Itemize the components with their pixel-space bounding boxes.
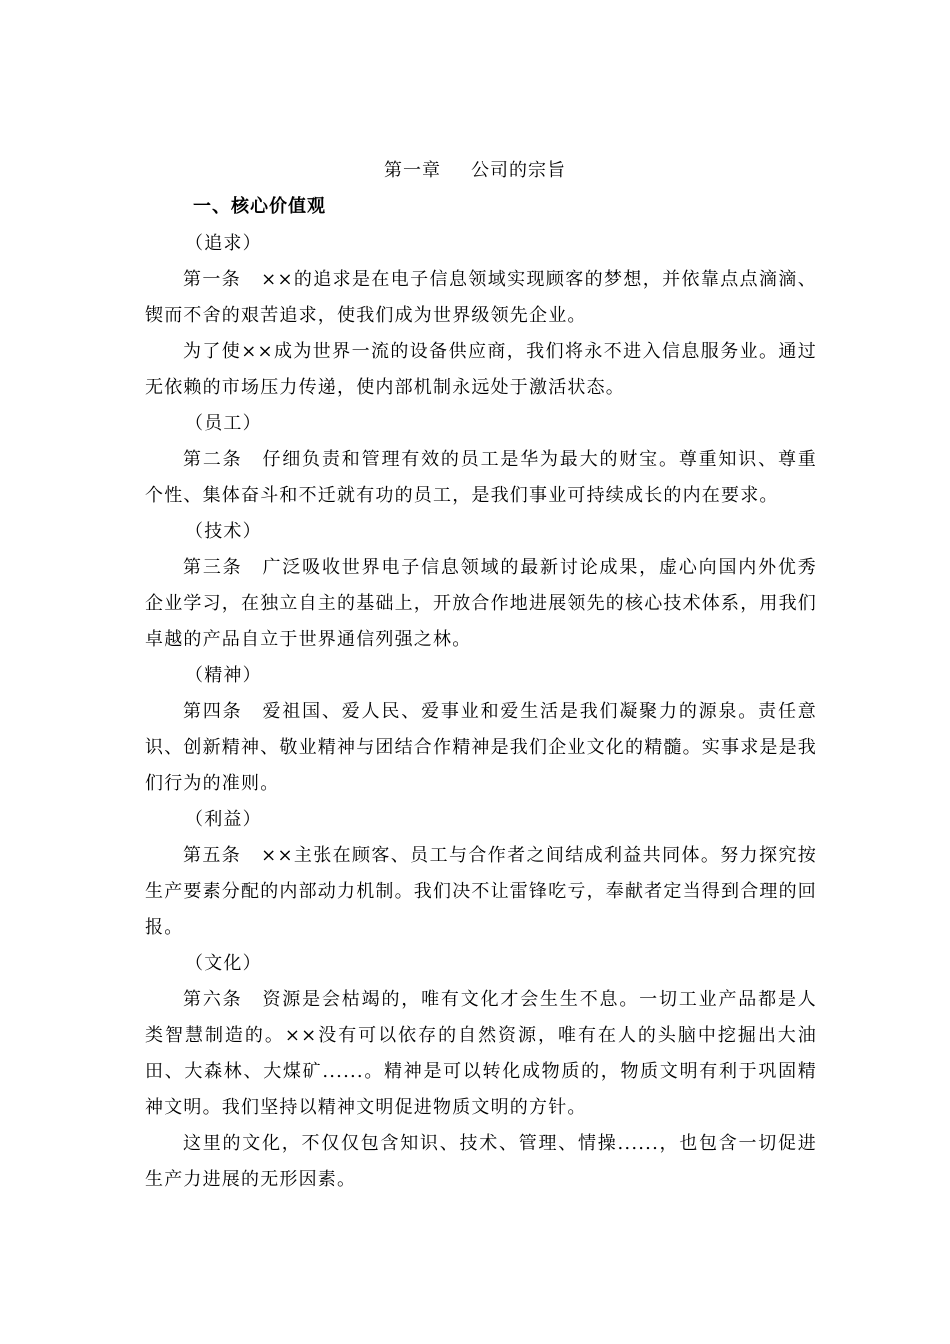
paragraph-text: ××的追求是在电子信息领域实现顾客的梦想，并依靠点点滴滴、锲而不舍的艰苦追求，使我们成为世界级领先企业。 xyxy=(145,269,817,326)
article-paragraph xyxy=(145,550,817,658)
category-label: （利益） xyxy=(185,809,262,830)
paragraph-text: ××主张在顾客、员工与合作者之间结成利益共同体。努力探究按生产要素分配的内部动力机制。我们决不让雷锋吃亏，奉献者定当得到合理的回报。 xyxy=(145,845,817,938)
chapter-title xyxy=(0,156,950,186)
body-paragraph xyxy=(145,334,817,406)
category-label: （技术） xyxy=(185,521,262,542)
paragraph-text: 仔细负责和管理有效的员工是华为最大的财宝。尊重知识、尊重个性、集体奋斗和不迁就有功的员工，是我们事业可持续成长的内在要求。 xyxy=(145,449,817,506)
category-label: （精神） xyxy=(185,665,262,686)
article-paragraph xyxy=(145,694,817,802)
article-paragraph xyxy=(145,442,817,514)
article-paragraph xyxy=(145,262,817,334)
article-number: 第一条 xyxy=(183,269,242,290)
category-label: （追求） xyxy=(185,233,262,254)
article-paragraph xyxy=(145,982,817,1126)
category-label: （员工） xyxy=(185,413,262,434)
article-number: 第六条 xyxy=(183,989,243,1010)
article-paragraph xyxy=(145,838,817,946)
document-body xyxy=(145,226,817,1198)
article-number: 第三条 xyxy=(183,557,243,578)
paragraph-text: 广泛吸收世界电子信息领域的最新讨论成果，虚心向国内外优秀企业学习，在独立自主的基础上，开放合作地进展领先的核心技术体系，用我们卓越的产品自立于世界通信列强之林。 xyxy=(145,557,817,650)
article-number: 第二条 xyxy=(183,449,243,470)
paragraph-text: 资源是会枯竭的，唯有文化才会生生不息。一切工业产品都是人类智慧制造的。××没有可以依存的自然资源，唯有在人的头脑中挖掘出大油田、大森林、大煤矿......。精神是可以转化成物质的，物质文明有利于巩固精神文明。我们坚持以精神文明促进物质文明的方针。 xyxy=(145,989,817,1118)
chapter-name: 公司的宗旨 xyxy=(471,160,566,181)
chapter-number: 第一章 xyxy=(384,160,441,181)
section-heading: 一、核心价值观 xyxy=(193,196,326,217)
paragraph-text: 这里的文化，不仅仅包含知识、技术、管理、情操......，也包含一切促进生产力进展的无形因素。 xyxy=(145,1133,817,1190)
article-number: 第五条 xyxy=(183,845,242,866)
category-label: （文化） xyxy=(185,953,262,974)
paragraph-text: 爱祖国、爱人民、爱事业和爱生活是我们凝聚力的源泉。责任意识、创新精神、敬业精神与团结合作精神是我们企业文化的精髓。实事求是是我们行为的准则。 xyxy=(145,701,817,794)
article-number: 第四条 xyxy=(183,701,243,722)
body-paragraph xyxy=(145,1126,817,1198)
paragraph-text: 为了使××成为世界一流的设备供应商，我们将永不进入信息服务业。通过无依赖的市场压力传递，使内部机制永远处于激活状态。 xyxy=(145,341,817,398)
